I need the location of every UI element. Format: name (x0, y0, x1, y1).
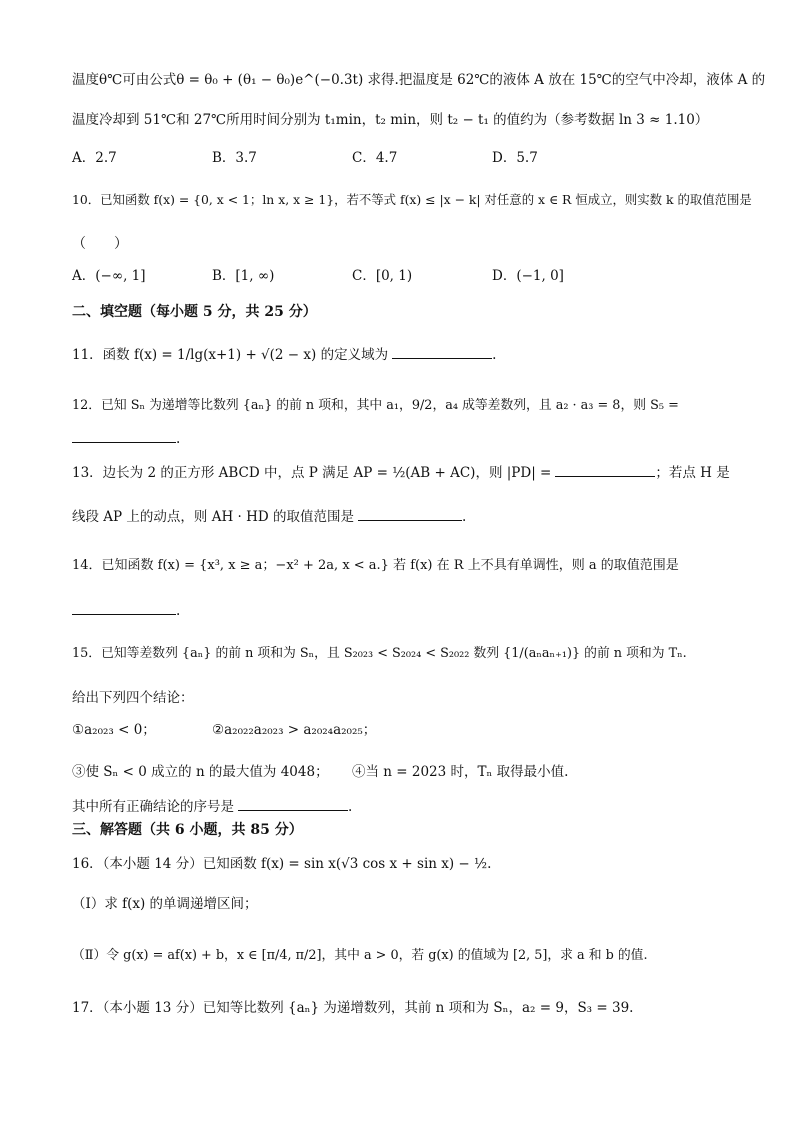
q15-line2: 给出下列四个结论： (72, 690, 194, 706)
q16-part2: （Ⅱ）令 g(x) = af(x) + b，x ∈ [π/4, π/2]，其中 a > 0，若 g(x) 的值域为 [2, 5]，求 a 和 b 的值. (72, 948, 648, 963)
q10-option-b: B．[1, ∞) (212, 268, 275, 284)
q15-conclusion-4: ④当 n = 2023 时，Tₙ 取得最小值. (352, 764, 569, 780)
q13-text-c: 线段 AP 上的动点，则 AH · HD 的取值范围是 (72, 509, 354, 525)
q11-line: 11．函数 f(x) = 1/lg(x+1) + √(2 − x) 的定义域为 . (72, 344, 734, 365)
q15-conclusion-2: ②a₂₀₂₂a₂₀₂₃ > a₂₀₂₄a₂₀₂₅； (212, 722, 377, 738)
q9-option-a: A．2.7 (72, 150, 117, 166)
q12-answer-blank[interactable] (72, 428, 176, 443)
q9-option-d: D．5.7 (492, 150, 538, 166)
q12-line1: 12．已知 Sₙ 为递增等比数列 {aₙ} 的前 n 项和，其中 a₁，9/2，a₄ 成等差数列，且 a₂ · a₃ = 8，则 S₅ = (72, 398, 679, 413)
q12-line2: . (72, 428, 734, 449)
q14-line2: . (72, 600, 734, 621)
q13-answer-blank-1[interactable] (555, 462, 655, 477)
q15-line5: 其中所有正确结论的序号是 . (72, 796, 734, 817)
q13-line2: 线段 AP 上的动点，则 AH · HD 的取值范围是 . (72, 506, 734, 527)
q9-option-b: B．3.7 (212, 150, 257, 166)
q16-line1: 16．（本小题 14 分）已知函数 f(x) = sin x(√3 cos x + sin x) − ½. (72, 856, 492, 872)
q15-answer-blank[interactable] (238, 796, 348, 811)
q13-answer-blank-2[interactable] (358, 506, 462, 521)
q14-answer-blank[interactable] (72, 600, 176, 615)
q11-text: 11．函数 f(x) = 1/lg(x+1) + √(2 − x) 的定义域为 (72, 347, 389, 363)
section-fill-in-heading: 二、填空题（每小题 5 分，共 25 分） (72, 304, 317, 320)
q14-line1: 14．已知函数 f(x) = {x³, x ≥ a；−x² + 2a, x < a.} 若 f(x) 在 R 上不具有单调性，则 a 的取值范围是 (72, 558, 679, 573)
q9-line1: 温度θ℃可由公式θ = θ₀ + (θ₁ − θ₀)e^(−0.3t) 求得.把温度是 62℃的液体 A 放在 15℃的空气中冷却，液体 A 的 (72, 72, 766, 88)
q10-answer-parens: （ ） (72, 236, 128, 252)
q13-text-a: 13．边长为 2 的正方形 ABCD 中，点 P 满足 AP = ½(AB + AC)，则 |PD| = (72, 465, 552, 481)
section-answer-heading: 三、解答题（共 6 小题，共 85 分） (72, 822, 303, 838)
q15-text-correct: 其中所有正确结论的序号是 (72, 799, 234, 815)
q13-line1 (72, 462, 734, 483)
q11-answer-blank[interactable] (392, 344, 492, 359)
q15-conclusion-3: ③使 Sₙ < 0 成立的 n 的最大值为 4048； (72, 764, 329, 780)
q16-part1: （Ⅰ）求 f(x) 的单调递增区间； (72, 896, 258, 912)
q17-line1: 17．（本小题 13 分）已知等比数列 {aₙ} 为递增数列，其前 n 项和为 Sₙ，a₂ = 9，S₃ = 39. (72, 1000, 634, 1016)
q10-option-d: D．(−1, 0] (492, 268, 564, 284)
q10-line1: 10．已知函数 f(x) = {0, x < 1；ln x, x ≥ 1}，若不等式 f(x) ≤ |x − k| 对任意的 x ∈ R 恒成立，则实数 k 的取值范围是 (72, 192, 752, 207)
q9-line2: 温度冷却到 51℃和 27℃所用时间分别为 t₁min，t₂ min，则 t₂ − t₁ 的值约为（参考数据 ln 3 ≈ 1.10） (72, 112, 709, 128)
q15-conclusion-1: ①a₂₀₂₃ < 0； (72, 722, 156, 738)
q10-option-a: A．(−∞, 1] (72, 268, 146, 284)
q15-line1: 15．已知等差数列 {aₙ} 的前 n 项和为 Sₙ，且 S₂₀₂₃ < S₂₀₂₄ < S₂₀₂₂ 数列 {1/(aₙaₙ₊₁)} 的前 n 项和为 Tₙ. (72, 646, 687, 661)
q10-option-c: C．[0, 1) (352, 268, 413, 284)
q13-text-b: ；若点 H 是 (655, 465, 730, 481)
q9-option-c: C．4.7 (352, 150, 398, 166)
